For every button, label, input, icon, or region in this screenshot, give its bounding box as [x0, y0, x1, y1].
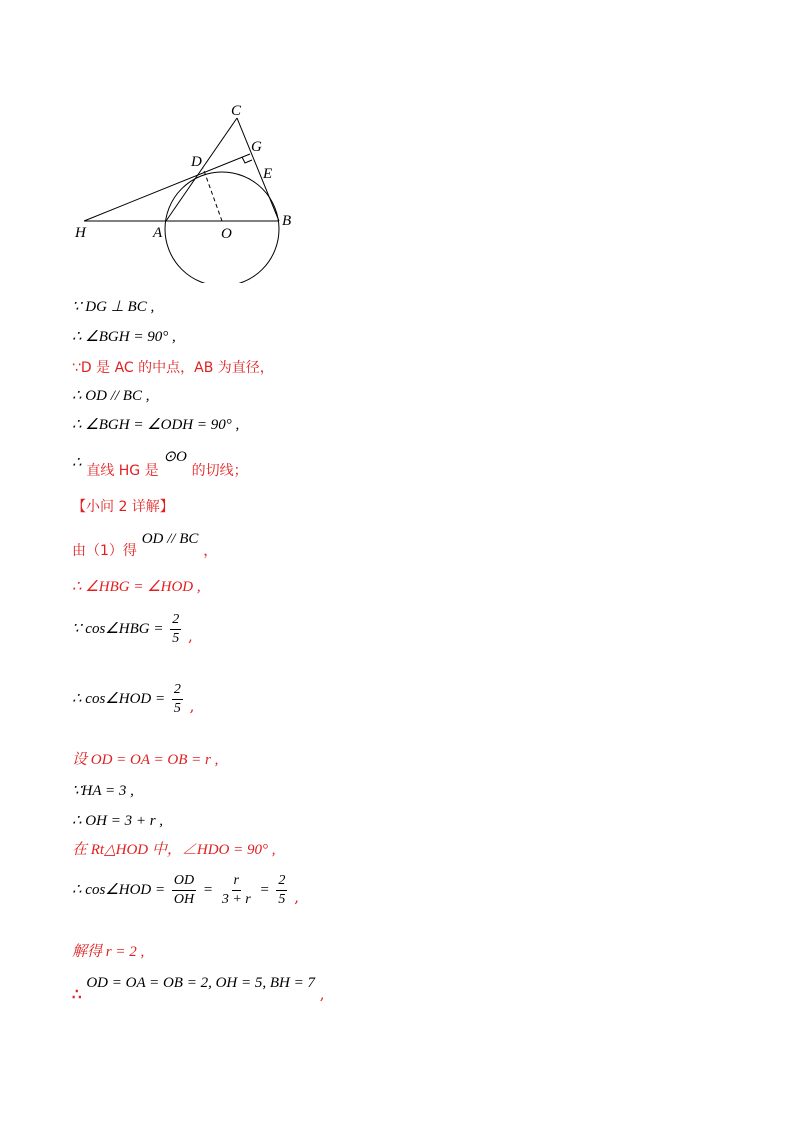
line-5: ∴ ∠BGH = ∠ODH = 90° ,: [72, 417, 240, 433]
label-o: O: [221, 226, 232, 242]
line-16: [72, 867, 299, 912]
line-cb: [237, 118, 279, 221]
label-d: D: [191, 154, 202, 170]
line-14: ∴ OH = 3 + r ,: [72, 813, 164, 829]
denominator: 5: [278, 891, 286, 907]
line-10-comma: ,: [188, 627, 193, 645]
line-6: [72, 449, 248, 479]
line-13: ∵HA = 3 ,: [72, 783, 134, 799]
label-g: G: [251, 139, 262, 155]
numerator: 2: [172, 681, 183, 700]
fraction-2-5: [170, 611, 181, 648]
line-hg: [84, 154, 250, 221]
line-8: [72, 531, 219, 559]
line-11: [72, 678, 194, 719]
numerator: OD: [172, 872, 196, 891]
denominator: 5: [173, 700, 181, 716]
denominator: 5: [172, 630, 180, 646]
line-8-comma: ，: [203, 541, 219, 559]
numerator: 2: [276, 872, 287, 891]
line-10-lhs: ∵ cos∠HBG =: [72, 621, 164, 637]
label-e: E: [263, 166, 273, 182]
line-18: [72, 972, 325, 1003]
line-8-prefix: 由（1）得: [72, 543, 137, 559]
line-17: 解得 r = 2 ,: [72, 944, 145, 960]
line-6-circle: ⊙O: [163, 449, 187, 465]
geometry-figure: [70, 98, 310, 283]
line-4: ∴ OD // BC ,: [72, 388, 150, 404]
line-11-comma: ,: [189, 697, 195, 715]
label-b: B: [282, 213, 292, 229]
line-11-lhs: ∴ cos∠HOD =: [72, 691, 166, 707]
line-18-comma: ,: [319, 985, 325, 1003]
line-6-end: 的切线；: [191, 463, 248, 479]
fraction-r-3r: [220, 872, 253, 909]
label-a: A: [153, 225, 163, 241]
line-18-math: OD = OA = OB = 2, OH = 5, BH = 7: [86, 975, 315, 991]
line-12: 设 OD = OA = OB = r ,: [72, 752, 219, 768]
line-6-text: 直线 HG 是: [86, 463, 159, 479]
subquestion-2-heading: 【小问 2 详解】: [72, 499, 174, 515]
label-c: C: [231, 103, 242, 119]
line-od: [203, 168, 222, 221]
right-angle-mark: [242, 157, 252, 163]
fraction-2-5: [276, 872, 287, 909]
line-16-comma: ,: [294, 888, 299, 906]
numerator: r: [232, 872, 241, 891]
line-18-therefore: ∴: [72, 985, 82, 1003]
line-6-therefore: ∴: [72, 455, 82, 471]
denominator: 3 + r: [221, 891, 251, 907]
line-1: ∵ DG ⊥ BC ,: [72, 299, 155, 315]
denominator: OH: [173, 891, 195, 907]
equals-2: =: [259, 882, 270, 898]
fraction-od-oh: [172, 872, 196, 909]
line-3: ∵D 是 AC 的中点，AB 为直径，: [72, 360, 274, 376]
line-8-math: OD // BC: [141, 531, 199, 547]
label-h: H: [75, 225, 86, 241]
fraction-2-5: [172, 681, 183, 718]
line-16-lhs: ∴ cos∠HOD =: [72, 882, 166, 898]
line-2: ∴ ∠BGH = 90° ,: [72, 329, 176, 345]
equals-1: =: [202, 882, 214, 898]
line-15: 在 Rt△HOD 中，∠HDO = 90° ,: [72, 842, 276, 858]
line-10: [72, 608, 193, 649]
numerator: 2: [170, 611, 181, 630]
line-9: ∴ ∠HBG = ∠HOD ,: [72, 579, 201, 595]
